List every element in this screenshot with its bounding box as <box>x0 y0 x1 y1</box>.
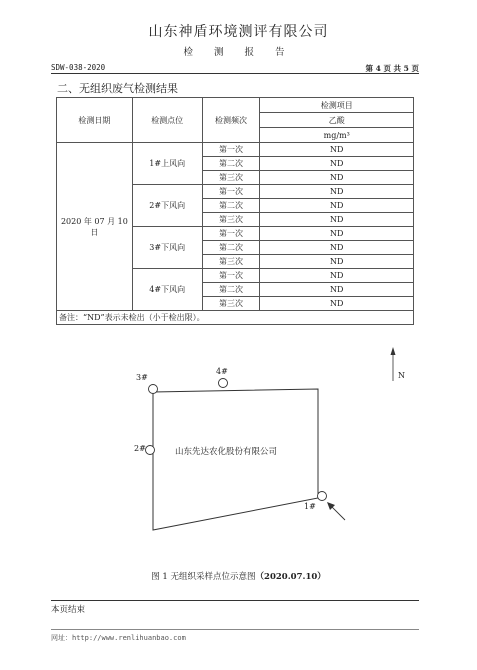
point-3-marker <box>149 385 158 394</box>
point-cell: 4#下风向 <box>132 269 202 311</box>
header-item: 检测项目 <box>260 98 414 113</box>
frequency-cell: 第三次 <box>202 213 260 227</box>
point-4-marker <box>219 379 228 388</box>
value-cell: ND <box>260 269 414 283</box>
footer-rule <box>51 629 419 630</box>
north-label: N <box>398 371 405 380</box>
figure-caption: 图 1 无组织采样点位示意图（2020.07.10） <box>151 572 326 582</box>
table-note: 备注：“ND”表示未检出（小于检出限）。 <box>57 311 414 325</box>
value-cell: ND <box>260 213 414 227</box>
value-cell: ND <box>260 199 414 213</box>
company-name: 山东神盾环境测评有限公司 <box>148 24 329 40</box>
point-cell: 1#上风向 <box>132 143 202 185</box>
point-2-marker <box>146 446 155 455</box>
point-1-label: 1# <box>304 502 316 511</box>
footer-url: 网址：http://www.renlihuanbao.com <box>51 634 186 642</box>
frequency-cell: 第三次 <box>202 255 260 269</box>
north-arrow-icon <box>391 347 396 355</box>
header-point: 检测点位 <box>132 98 202 143</box>
item-unit: mg/m³ <box>260 128 414 143</box>
value-cell: ND <box>260 297 414 311</box>
frequency-cell: 第一次 <box>202 185 260 199</box>
frequency-cell: 第二次 <box>202 283 260 297</box>
value-cell: ND <box>260 157 414 171</box>
frequency-cell: 第二次 <box>202 157 260 171</box>
end-note: 本页结束 <box>51 605 86 615</box>
item-name: 乙酸 <box>260 113 414 128</box>
point-cell: 2#下风向 <box>132 185 202 227</box>
site-name: 山东先达农化股份有限公司 <box>175 447 278 457</box>
separator-rule <box>51 600 419 601</box>
frequency-cell: 第二次 <box>202 199 260 213</box>
site-boundary <box>153 389 318 530</box>
value-cell: ND <box>260 171 414 185</box>
point-1-marker <box>318 492 327 501</box>
point-2-label: 2# <box>134 444 146 453</box>
header-date: 检测日期 <box>57 98 133 143</box>
value-cell: ND <box>260 255 414 269</box>
frequency-cell: 第一次 <box>202 269 260 283</box>
value-cell: ND <box>260 143 414 157</box>
report-number: SDW-038-2020 <box>51 63 106 72</box>
header-frequency: 检测频次 <box>202 98 260 143</box>
value-cell: ND <box>260 185 414 199</box>
frequency-cell: 第一次 <box>202 227 260 241</box>
point-cell: 3#下风向 <box>132 227 202 269</box>
report-subtitle: 检 测 报 告 <box>183 47 294 58</box>
point-3-label: 3# <box>136 373 148 382</box>
page-indicator: 第 4 页 共 5 页 <box>365 64 419 73</box>
frequency-cell: 第二次 <box>202 241 260 255</box>
frequency-cell: 第一次 <box>202 143 260 157</box>
date-cell: 2020 年 07 月 10 日 <box>57 143 133 311</box>
section-title: 二、无组织废气检测结果 <box>57 82 178 95</box>
frequency-cell: 第三次 <box>202 297 260 311</box>
value-cell: ND <box>260 227 414 241</box>
value-cell: ND <box>260 283 414 297</box>
frequency-cell: 第三次 <box>202 171 260 185</box>
value-cell: ND <box>260 241 414 255</box>
point-4-label: 4# <box>216 367 228 376</box>
